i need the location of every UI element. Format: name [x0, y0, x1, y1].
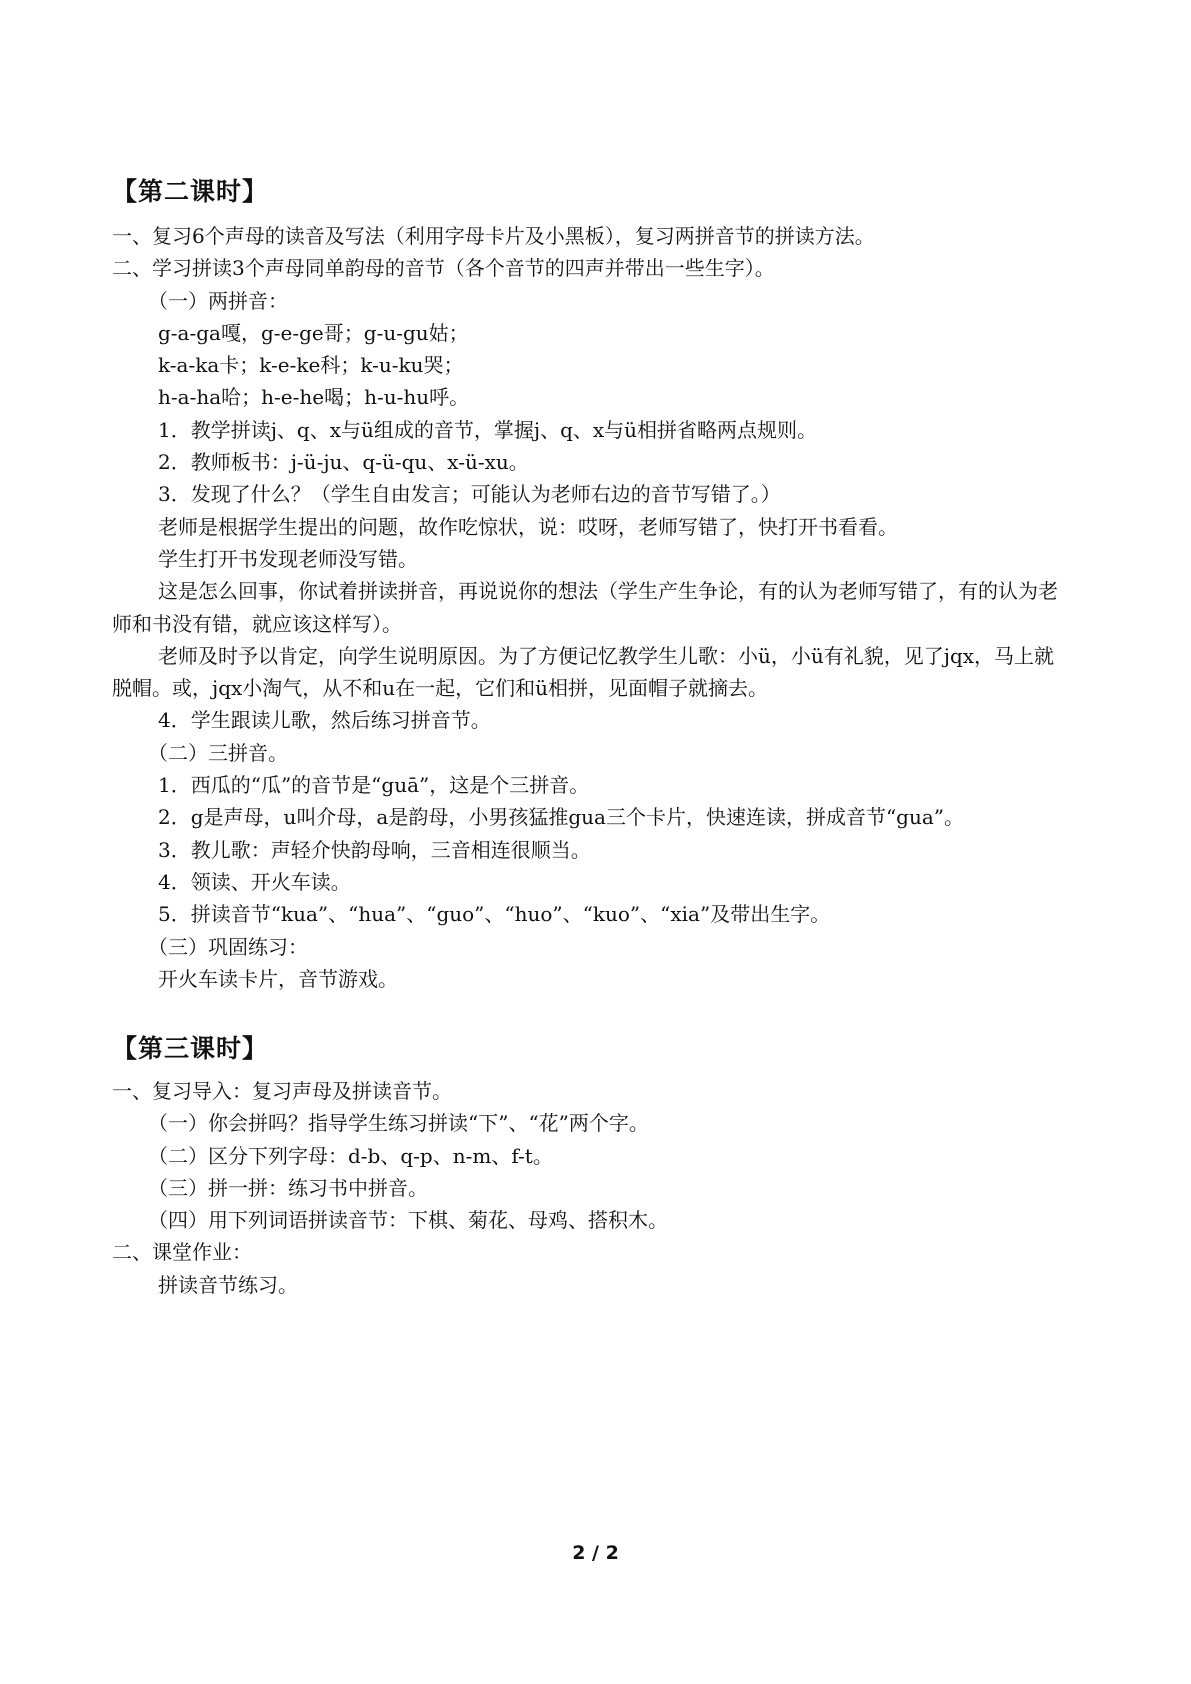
paragraph-line: k-a-ka卡；k-e-ke科；k-u-ku哭； [158, 353, 464, 378]
page-number: 2 / 2 [572, 1542, 619, 1564]
lesson-2-body [112, 220, 1072, 995]
paragraph-line: 老师是根据学生提出的问题，故作吃惊状，说：哎呀，老师写错了，快打开书看看。 [158, 514, 898, 539]
paragraph-line: 4．学生跟读儿歌，然后练习拼音节。 [158, 708, 491, 733]
paragraph-line: 一、复习导入：复习声母及拼读音节。 [112, 1079, 452, 1103]
paragraph-wrapped: 这是怎么回事，你试着拼读拼音，再说说你的想法（学生产生争论，有的认为老师写错了，有的认为老师和书没有错，就应该这样写）。 [112, 579, 1058, 636]
paragraph-line: （二）区分下列字母：d-b、q-p、n-m、f-t。 [148, 1143, 553, 1168]
paragraph-line: （二）三拼音。 [148, 740, 288, 765]
section-heading-lesson-2: 【第二课时】 [112, 177, 269, 206]
paragraph-line: g-a-ga嘎，g-e-ge哥；g-u-gu姑； [158, 320, 469, 345]
paragraph-line: 5．拼读音节“kua”、“hua”、“guo”、“huo”、“kuo”、“xia”及带出生字。 [158, 902, 831, 927]
paragraph-line: 开火车读卡片，音节游戏。 [158, 966, 398, 991]
paragraph-line: 学生打开书发现老师没写错。 [158, 546, 418, 571]
paragraph-line: 二、课堂作业： [112, 1240, 252, 1265]
paragraph-wrapped: 老师及时予以肯定，向学生说明原因。为了方便记忆教学生儿歌：小ü，小ü有礼貌，见了jqx，马上就脱帽。或，jqx小淘气，从不和u在一起，它们和ü相拼，见面帽子就摘去。 [112, 643, 1055, 701]
paragraph-line: （一）两拼音： [148, 288, 288, 313]
paragraph-line: 4．领读、开火车读。 [158, 869, 351, 894]
paragraph-line: 1．教学拼读j、q、x与ü组成的音节，掌握j、q、x与ü相拼省略两点规则。 [158, 417, 818, 442]
lesson-3-body [112, 1075, 1072, 1301]
paragraph-line: （三）巩固练习： [148, 934, 308, 959]
paragraph-line: 二、学习拼读3个声母同单韵母的音节（各个音节的四声并带出一些生字）。 [112, 256, 775, 281]
paragraph-line: 拼读音节练习。 [158, 1272, 298, 1297]
paragraph-line: （一）你会拼吗？指导学生练习拼读“下”、“花”两个字。 [148, 1111, 649, 1136]
paragraph-line: 1．西瓜的“瓜”的音节是“guā”，这是个三拼音。 [158, 773, 590, 798]
section-heading-lesson-3: 【第三课时】 [112, 1034, 269, 1063]
paragraph-line: 一、复习6个声母的读音及写法（利用字母卡片及小黑板），复习两拼音节的拼读方法。 [112, 224, 875, 248]
paragraph-line: （三）拼一拼：练习书中拼音。 [148, 1175, 428, 1200]
paragraph-line: 3．教儿歌：声轻介快韵母响，三音相连很顺当。 [158, 837, 591, 862]
paragraph-line: 2．教师板书：j-ü-ju、q-ü-qu、x-ü-xu。 [158, 450, 529, 475]
paragraph-wrapped: 2．g是声母，u叫介母，a是韵母，小男孩猛推gua三个卡片，快速连读，拼成音节“gua”。 [158, 805, 964, 830]
paragraph-line: （四）用下列词语拼读音节：下棋、菊花、母鸡、搭积木。 [148, 1208, 668, 1233]
paragraph-line: h-a-ha哈；h-e-he喝；h-u-hu呼。 [158, 385, 470, 410]
paragraph-line: 3．发现了什么？（学生自由发言；可能认为老师右边的音节写错了。） [158, 482, 781, 507]
